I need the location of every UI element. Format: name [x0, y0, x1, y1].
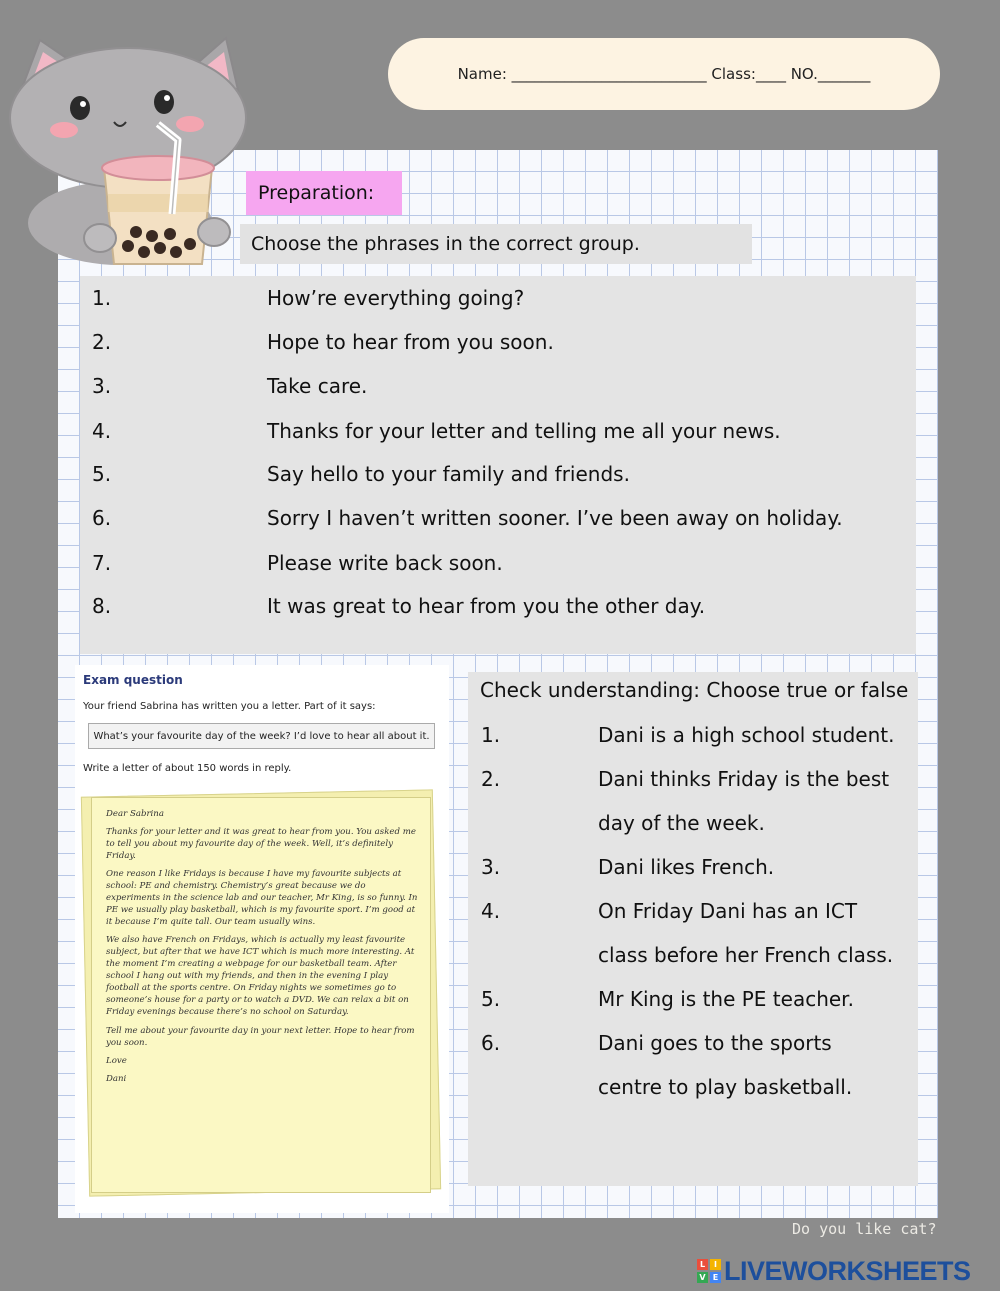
phrase-text: Sorry I haven’t written sooner. I’ve been away on holiday. [267, 506, 843, 530]
check-understanding-panel [468, 672, 918, 1186]
check-statement: Dani goes to the sports [598, 1031, 832, 1055]
footer-tagline: Do you like cat? [792, 1220, 937, 1238]
phrase-list [80, 276, 916, 654]
phrase-text: It was great to hear from you the other day. [267, 594, 706, 618]
check-statement: class before her French class. [598, 943, 894, 967]
exam-quote: What’s your favourite day of the week? I’d love to hear all about it. [88, 723, 435, 749]
check-statement: centre to play basketball. [598, 1075, 853, 1099]
liveworksheets-logo [697, 1254, 971, 1288]
check-number: 2. [481, 767, 501, 791]
check-number: 6. [481, 1031, 501, 1055]
check-number: 5. [481, 987, 501, 1011]
letter-greeting: Dear Sabrina [106, 809, 164, 819]
logo-wordmark: LIVEWORKSHEETS [724, 1255, 971, 1286]
letter-paragraph: We also have French on Fridays, which is actually my least favourite subject, but after that we have ICT which is much more interesting. At the moment I’m creating a webpage for our basketball team. After school I hang out with my friends, and then in the evening I play football at the sports centre. On Friday nights we sometimes go to someone’s house for a party or to watch a DVD. We can relax a bit on Friday evenings because there’s no school on Saturday. [106, 935, 415, 1018]
phrase-text: How’re everything going? [267, 286, 525, 310]
phrase-number: 2. [92, 330, 112, 354]
phrase-number: 1. [92, 286, 112, 310]
logo-squares-icon [697, 1259, 721, 1283]
check-statement: Dani thinks Friday is the best [598, 767, 890, 791]
phrase-text: Say hello to your family and friends. [267, 462, 630, 486]
logo-letter: V [697, 1272, 708, 1283]
phrase-number: 6. [92, 506, 112, 530]
logo-letter: E [710, 1272, 721, 1283]
name-class-number-line: Name: __________________________ Class:____ NO._______ [388, 38, 940, 110]
check-statement: On Friday Dani has an ICT [598, 899, 858, 923]
check-number: 1. [481, 723, 501, 747]
preparation-instruction: Choose the phrases in the correct group. [240, 224, 752, 264]
phrase-number: 7. [92, 551, 112, 575]
check-number: 3. [481, 855, 501, 879]
letter-closing: Love [106, 1055, 127, 1066]
preparation-label: Preparation: [246, 171, 402, 215]
exam-title: Exam question [83, 673, 183, 687]
phrase-number: 3. [92, 374, 112, 398]
letter-paragraph: Thanks for your letter and it was great to hear from you. You asked me to tell you about my favourite day of the week. Well, it’s definitely Friday. [106, 827, 416, 862]
letter-paragraph: Tell me about your favourite day in your next letter. Hope to hear from you soon. [106, 1025, 415, 1048]
phrase-number: 8. [92, 594, 112, 618]
phrase-text: Thanks for your letter and telling me all your news. [267, 419, 781, 443]
check-statement: Mr King is the PE teacher. [598, 987, 854, 1011]
phrase-number: 4. [92, 419, 112, 443]
check-statement: Dani is a high school student. [598, 723, 895, 747]
exam-question-panel [75, 665, 449, 1213]
letter-signature: Dani [106, 1073, 127, 1084]
phrase-text: Please write back soon. [267, 551, 503, 575]
cat-drinking-bubble-tea-icon [0, 18, 250, 268]
letter-paragraph: One reason I like Fridays is because I have my favourite subjects at school: PE and chemistry. Chemistry’s great because we do experiments in the science lab and our teacher, Mr King, is so funny. In PE we usually play basketball, which is my favourite sport. I’m good at it because I’m quite tall. Our team usually wins. [106, 869, 418, 928]
exam-task: Write a letter of about 150 words in reply. [83, 763, 292, 774]
check-statement: Dani likes French. [598, 855, 775, 879]
exam-intro: Your friend Sabrina has written you a letter. Part of it says: [83, 701, 376, 712]
check-statement: day of the week. [598, 811, 765, 835]
phrase-text: Hope to hear from you soon. [267, 330, 554, 354]
logo-letter: L [697, 1259, 708, 1270]
phrase-text: Take care. [267, 374, 368, 398]
phrase-number: 5. [92, 462, 112, 486]
check-number: 4. [481, 899, 501, 923]
check-title: Check understanding: Choose true or false [480, 678, 909, 702]
logo-letter: I [710, 1259, 721, 1270]
letter-from-dani [91, 797, 431, 1193]
